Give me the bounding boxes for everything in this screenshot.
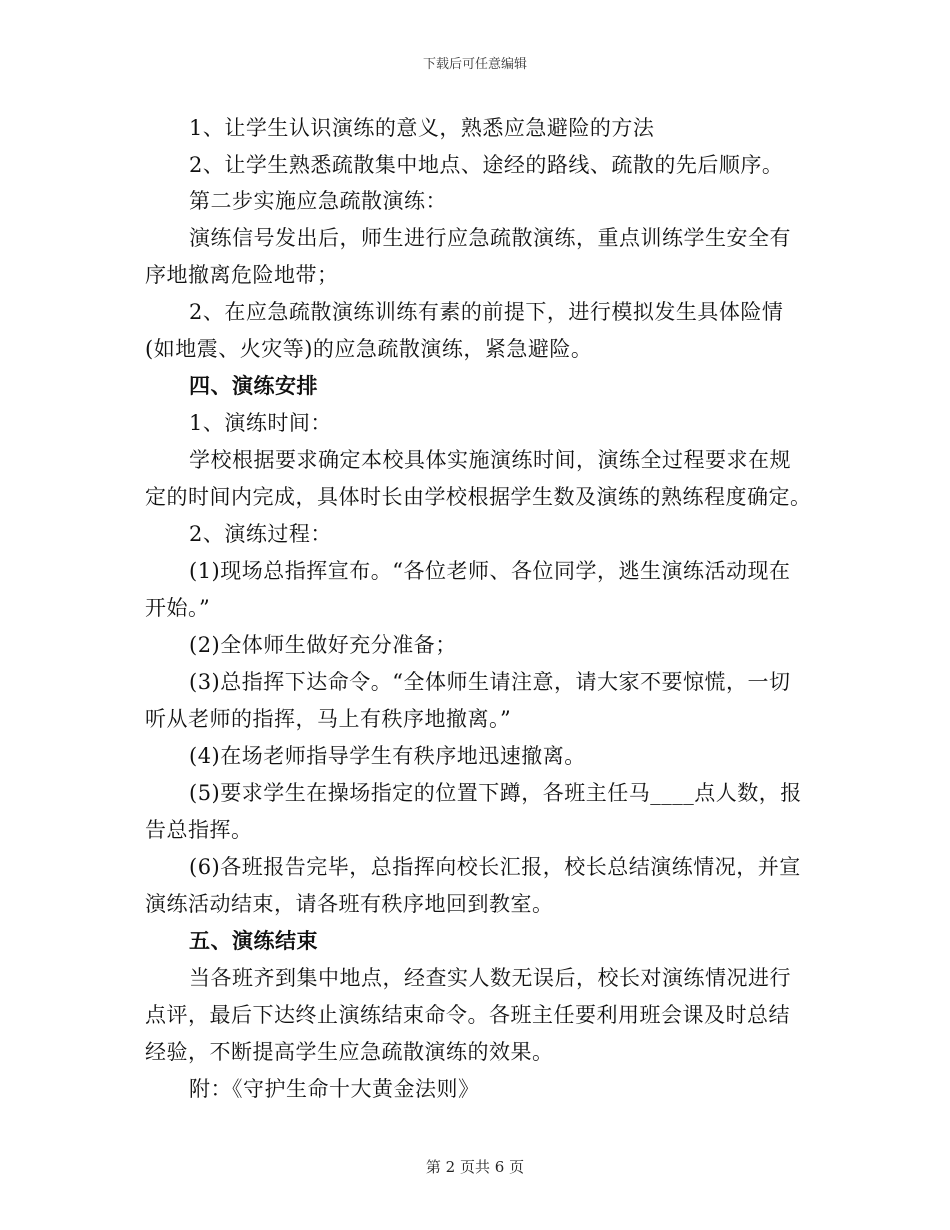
paragraph-line: (5)要求学生在操场指定的位置下蹲，各班主任马____点人数，报 — [189, 781, 802, 805]
paragraph-line: 1、演练时间： — [189, 411, 332, 435]
paragraph-line: 2、让学生熟悉疏散集中地点、途经的路线、疏散的先后顺序。 — [189, 153, 784, 177]
paragraph-line: 听从老师的指挥，马上有秩序地撤离。” — [145, 707, 512, 731]
paragraph-line: (1)现场总指挥宣布。“各位老师、各位同学，逃生演练活动现在 — [189, 559, 791, 583]
page-header: 下载后可任意编辑 — [422, 57, 527, 72]
paragraph-line: 开始。” — [145, 596, 211, 620]
paragraph-line: 2、在应急疏散演练训练有素的前提下，进行模拟发生具体险情 — [189, 300, 784, 324]
paragraph-line: 定的时间内完成，具体时长由学校根据学生数及演练的熟练程度确定。 — [145, 485, 812, 509]
paragraph-line: 演练活动结束，请各班有秩序地回到教室。 — [145, 892, 554, 916]
paragraph-line: 第二步实施应急疏散演练： — [189, 189, 447, 213]
paragraph-line: 序地撤离危险地带； — [145, 263, 339, 287]
paragraph-line: 演练信号发出后，师生进行应急疏散演练，重点训练学生安全有 — [189, 226, 791, 250]
page-footer: 第 2 页共 6 页 — [425, 1158, 525, 1176]
paragraph-line: 点评，最后下达终止演练结束命令。各班主任要利用班会课及时总结 — [145, 1003, 790, 1027]
paragraph-line: 告总指挥。 — [145, 818, 253, 842]
paragraph-line: 2、演练过程： — [189, 522, 332, 546]
paragraph-line: 当各班齐到集中地点，经查实人数无误后，校长对演练情况进行 — [189, 966, 791, 990]
paragraph-line: 学校根据要求确定本校具体实施演练时间，演练全过程要求在规 — [189, 448, 791, 472]
paragraph-line: (如地震、火灾等)的应急疏散演练，紧急避险。 — [145, 337, 593, 361]
paragraph-line: (6)各班报告完毕，总指挥向校长汇报，校长总结演练情况，并宣 — [189, 855, 801, 879]
paragraph-line: 1、让学生认识演练的意义，熟悉应急避险的方法 — [189, 116, 655, 140]
section-heading: 五、演练结束 — [189, 928, 318, 953]
section-heading: 四、演练安排 — [189, 373, 318, 398]
paragraph-line: (2)全体师生做好充分准备； — [189, 633, 457, 657]
paragraph-line: (4)在场老师指导学生有秩序地迅速撤离。 — [189, 744, 586, 768]
paragraph-line: (3)总指挥下达命令。“全体师生请注意，请大家不要惊慌，一切 — [189, 670, 791, 694]
paragraph-line: 附：《守护生命十大黄金法则》 — [189, 1077, 480, 1101]
paragraph-line: 经验，不断提高学生应急疏散演练的效果。 — [145, 1040, 554, 1064]
